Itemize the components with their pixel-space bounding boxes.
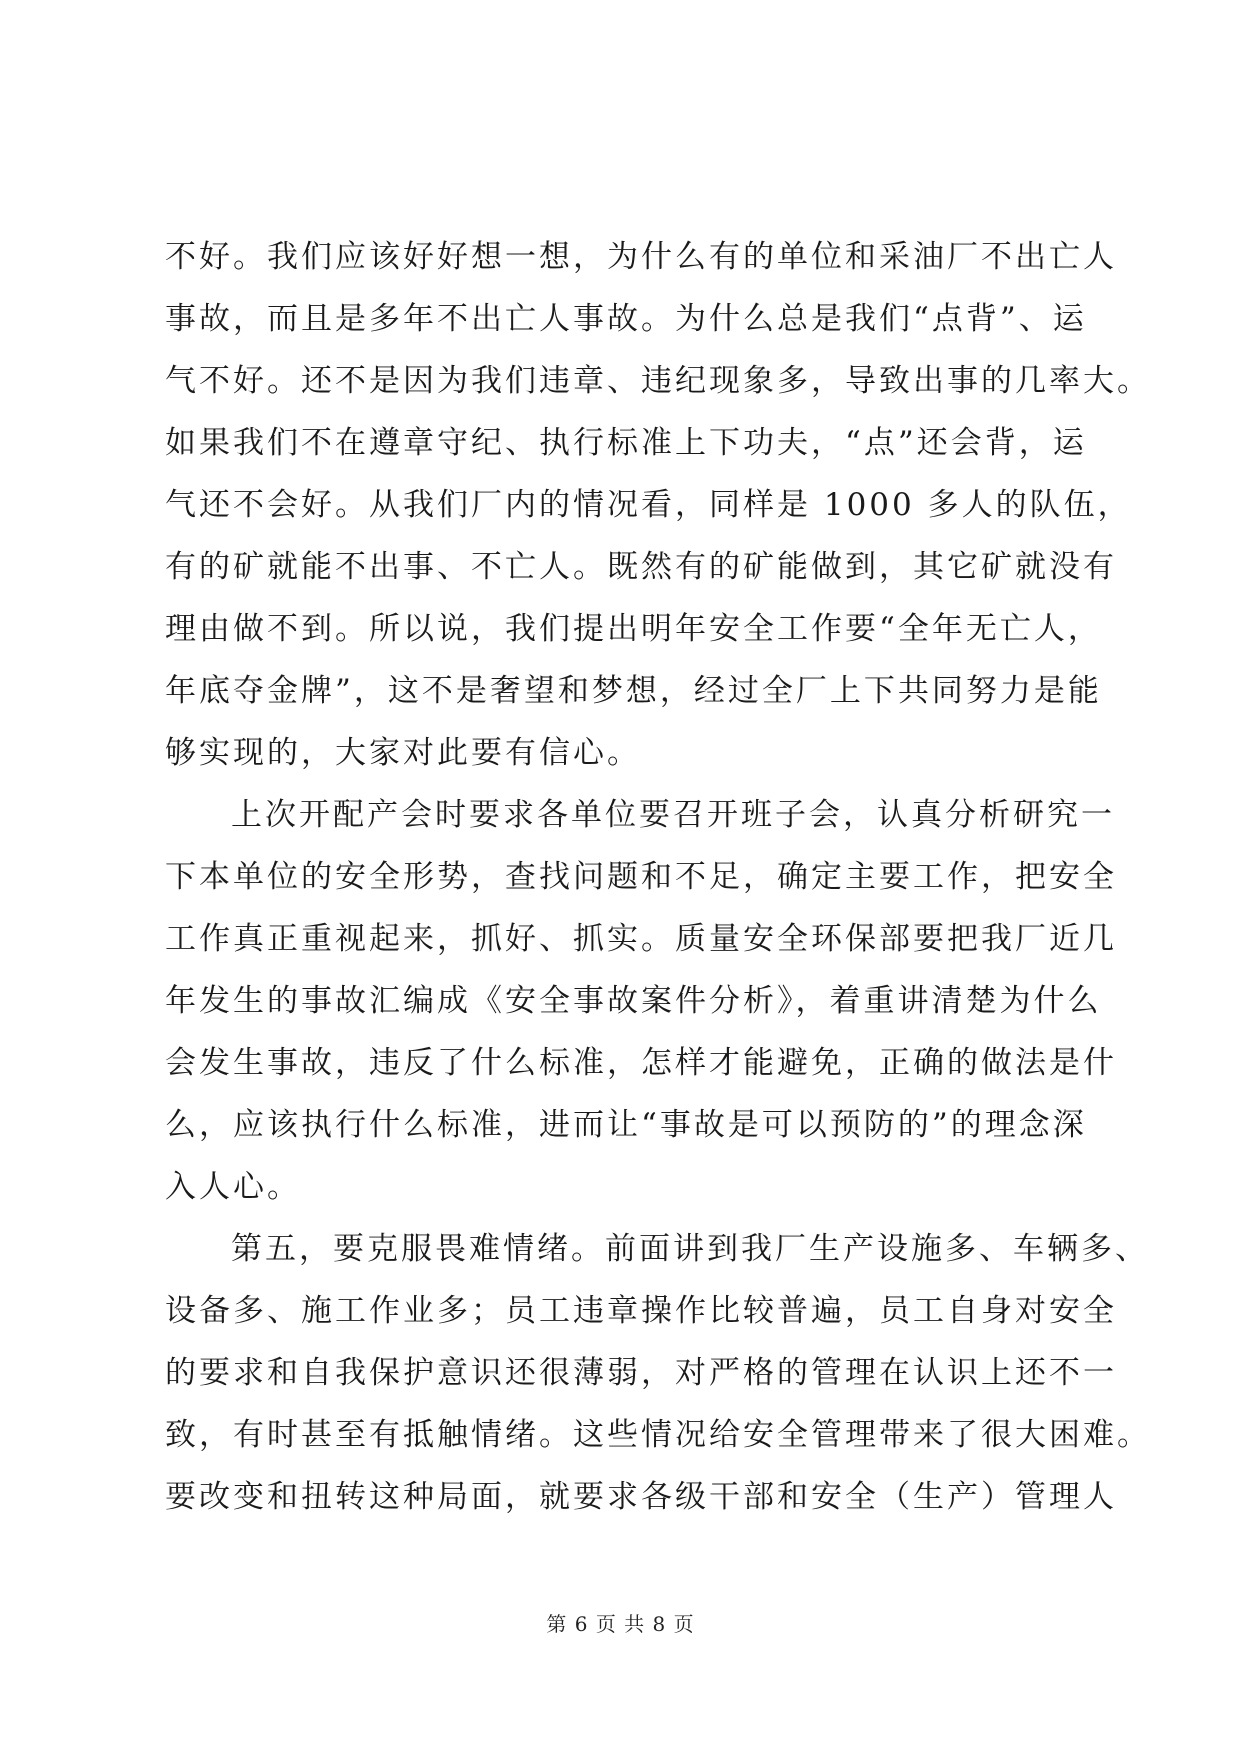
text-line: 入人心。	[165, 1169, 301, 1205]
text-line: 年底夺金牌”，这不是奢望和梦想，经过全厂上下共同努力是能	[165, 673, 1102, 709]
text-line: 气还不会好。从我们厂内的情况看，同样是 1000 多人的队伍，	[165, 487, 1132, 523]
text-line: 事故，而且是多年不出亡人事故。为什么总是我们“点背”、运	[165, 301, 1087, 337]
text-line: 有的矿就能不出事、不亡人。既然有的矿能做到，其它矿就没有	[165, 549, 1117, 585]
text-line: 够实现的，大家对此要有信心。	[165, 735, 641, 771]
text-line: 理由做不到。所以说，我们提出明年安全工作要“全年无亡人，	[165, 611, 1102, 647]
text-line: 不好。我们应该好好想一想，为什么有的单位和采油厂不出亡人	[165, 239, 1117, 275]
text-line: 气不好。还不是因为我们违章、违纪现象多，导致出事的几率大。	[165, 363, 1151, 399]
text-line: 么，应该执行什么标准，进而让“事故是可以预防的”的理念深	[165, 1107, 1087, 1143]
text-line: 的要求和自我保护意识还很薄弱，对严格的管理在认识上还不一	[165, 1355, 1117, 1391]
text-line: 工作真正重视起来，抓好、抓实。质量安全环保部要把我厂近几	[165, 921, 1117, 957]
body-text	[165, 226, 1151, 1528]
text-line: 要改变和扭转这种局面，就要求各级干部和安全（生产）管理人	[165, 1479, 1117, 1515]
page-number: 第 6 页 共 8 页	[546, 1612, 695, 1636]
text-line: 设备多、施工作业多；员工违章操作比较普遍，员工自身对安全	[165, 1293, 1117, 1329]
text-line-indented: 上次开配产会时要求各单位要召开班子会，认真分析研究一	[231, 797, 1115, 833]
text-line: 如果我们不在遵章守纪、执行标准上下功夫，“点”还会背，运	[165, 425, 1087, 461]
page-footer	[0, 1608, 1241, 1637]
text-line-indented: 第五，要克服畏难情绪。前面讲到我厂生产设施多、车辆多、	[231, 1231, 1149, 1267]
text-line: 下本单位的安全形势，查找问题和不足，确定主要工作，把安全	[165, 859, 1117, 895]
text-line: 致，有时甚至有抵触情绪。这些情况给安全管理带来了很大困难。	[165, 1417, 1151, 1453]
text-line: 会发生事故，违反了什么标准，怎样才能避免，正确的做法是什	[165, 1045, 1117, 1081]
text-line: 年发生的事故汇编成《安全事故案件分析》，着重讲清楚为什么	[165, 983, 1102, 1019]
